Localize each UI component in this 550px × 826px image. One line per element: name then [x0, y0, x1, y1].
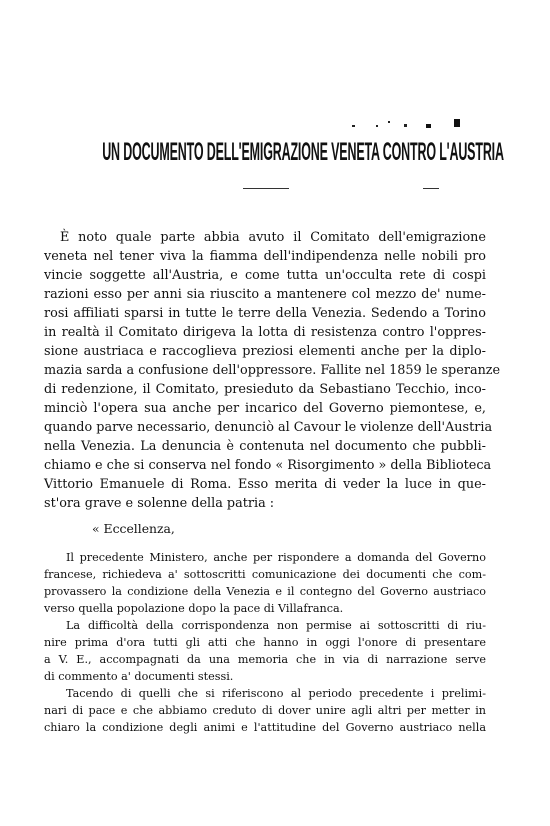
text-line: francese, richiedeva a' sottoscritti comunicazione dei documenti che com- [44, 568, 486, 581]
text-line: La difficoltà della corrispondenza non permise ai sottoscritti di riu- [66, 619, 486, 632]
text-line: È noto quale parte abbia avuto il Comitato dell'emigrazione [60, 230, 486, 245]
text-line: in realtà il Comitato dirigeva la lotta di resistenza contro l'oppres- [44, 325, 486, 340]
text-line: quando parve necessario, denunciò al Cavour le violenze dell'Austria [44, 420, 493, 435]
text-line: nella Venezia. La denuncia è contenuta nel documento che pubbli- [44, 439, 486, 454]
text-line: provassero la condizione della Venezia e il contegno del Governo austriaco [44, 585, 486, 598]
title-rule [423, 188, 439, 189]
text-line: razioni esso per anni sia riuscito a mantenere col mezzo de' nume- [44, 287, 486, 302]
text-line: rosi affiliati sparsi in tutte le terre della Venezia. Sedendo a Torino [44, 306, 486, 321]
text-line: a V. E., accompagnati da una memoria che in via di narrazione serve [44, 653, 486, 666]
text-line: Vittorio Emanuele di Roma. Esso merita di veder la luce in que- [44, 477, 486, 492]
page-title: UN DOCUMENTO DELL'EMIGRAZIONE VENETA CONTRO L'AUSTRIA [102, 140, 504, 167]
text-line: st'ora grave e solenne della patria : [44, 496, 275, 511]
text-line: sione austriaca e raccoglieva preziosi elementi anche per la diplo- [44, 344, 486, 359]
text-line: verso quella popolazione dopo la pace di Villafranca. [44, 602, 344, 615]
text-line: vincie soggette all'Austria, e come tutta un'occulta rete di cospi [44, 268, 486, 283]
text-line: minciò l'opera sua anche per incarico del Governo piemontese, e, [44, 401, 486, 416]
text-line: Il precedente Ministero, anche per rispondere a domanda del Governo [66, 551, 486, 564]
text-line: di redenzione, il Comitato, presieduto da Sebastiano Tecchio, inco- [44, 382, 486, 397]
text-line: nari di pace e che abbiamo creduto di dover unire agli altri per metter in [44, 704, 486, 717]
text-line: chiamo e che si conserva nel fondo « Risorgimento » della Biblioteca [44, 458, 492, 473]
title-rule [243, 188, 289, 189]
intro-paragraph [44, 228, 501, 513]
letter-salutation: « Eccellenza, [92, 521, 175, 536]
text-line: chiaro la condizione degli animi e l'attitudine del Governo austriaco nella [44, 721, 486, 734]
text-line: di commento a' documenti stessi. [44, 670, 234, 683]
text-line: mazia sarda a confusione dell'oppressore. Fallite nel 1859 le speranze [44, 363, 501, 378]
print-specks [352, 118, 462, 130]
letter-body [44, 549, 486, 736]
text-line: nire prima d'ora tutti gli atti che hanno in oggi l'onore di presentare [44, 636, 486, 649]
text-line: Tacendo di quelli che si riferiscono al periodo precedente i prelimi- [66, 687, 486, 700]
text-line: veneta nel tener viva la fiamma dell'indipendenza nelle nobili pro [44, 249, 486, 264]
